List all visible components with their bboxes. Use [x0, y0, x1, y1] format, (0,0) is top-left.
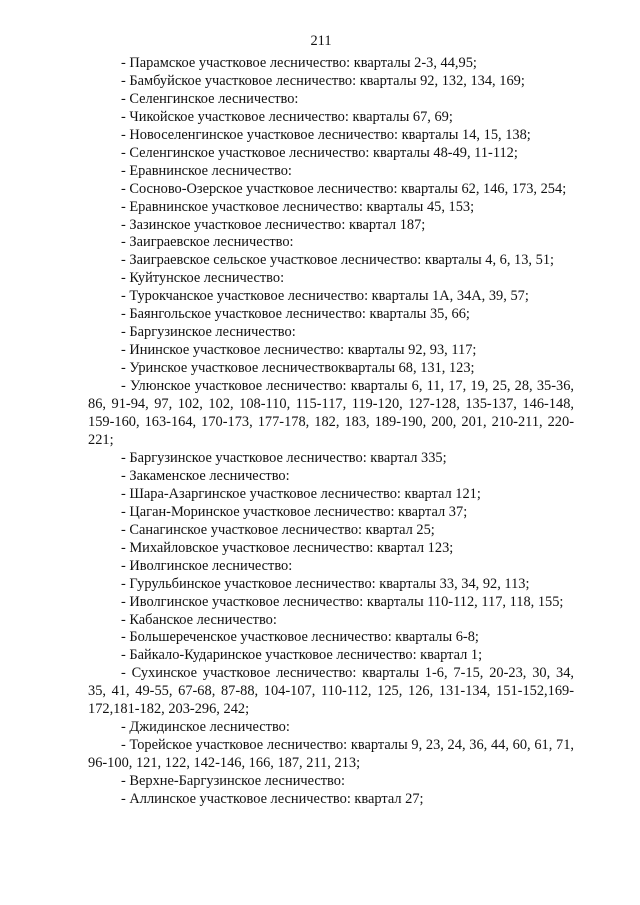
forestry-entry: - Чикойское участковое лесничество: кварталы 67, 69;	[121, 108, 453, 125]
forestry-entry: - Баянгольское участковое лесничество: кварталы 35, 66;	[121, 306, 470, 323]
forestry-entry: - Шара-Азаргинское участковое лесничество: квартал 121;	[121, 485, 481, 502]
forestry-entry: - Верхне-Баргузинское лесничество:	[121, 773, 345, 790]
forestry-entry: - Большереченское участковое лесничество: кварталы 6-8;	[121, 629, 479, 646]
forestry-entry: - Куйтунское лесничество:	[121, 270, 285, 287]
forestry-entry: - Баргузинское лесничество:	[121, 324, 296, 341]
forestry-entry: - Еравнинское лесничество:	[121, 162, 292, 179]
forestry-entry: - Закаменское лесничество:	[121, 467, 290, 484]
forestry-entry: - Улюнское участковое лесничество: кварталы 6, 11, 17, 19, 25, 28, 35-36, 86, 91-94, 97, 102, 102, 108-110, 115-117, 119-120, 127-128, 135-137, 146-148, 159-160, 163-164, 170-173, 177-178, 182, 183, 189-190, 200, 201, 210-211, 220-221;	[88, 378, 574, 448]
forestry-entry: - Цаган-Моринское участковое лесничество: квартал 37;	[121, 503, 468, 520]
forestry-entry: - Баргузинское участковое лесничество: квартал 335;	[121, 449, 447, 466]
forestry-entry: - Селенгинское участковое лесничество: кварталы 48-49, 11-112;	[121, 144, 518, 161]
forestry-entry: - Санагинское участковое лесничество: квартал 25;	[121, 521, 435, 538]
forestry-entry: - Парамское участковое лесничество: кварталы 2-3, 44,95;	[121, 54, 477, 71]
forestry-entry: - Иволгинское лесничество:	[121, 557, 293, 574]
forestry-entry: - Зазинское участковое лесничество: квартал 187;	[121, 216, 426, 233]
forestry-entry: - Новоселенгинское участковое лесничество: кварталы 14, 15, 138;	[121, 126, 531, 143]
forestry-entry: - Байкало-Кударинское участковое лесничество: квартал 1;	[121, 647, 483, 664]
forestry-entry: - Уринское участковое лесничествокварталы 68, 131, 123;	[121, 360, 475, 377]
forestry-entry: - Бамбуйское участковое лесничество: кварталы 92, 132, 134, 169;	[121, 72, 525, 89]
forestry-entry: - Сосново-Озерское участковое лесничество: кварталы 62, 146, 173, 254;	[121, 180, 567, 197]
forestry-entry: - Заиграевское лесничество:	[121, 234, 294, 251]
forestry-entry: - Еравнинское участковое лесничество: кварталы 45, 153;	[121, 198, 475, 215]
forestry-entry: - Михайловское участковое лесничество: квартал 123;	[121, 539, 454, 556]
forestry-entry: - Заиграевское сельское участковое лесничество: кварталы 4, 6, 13, 51;	[121, 252, 555, 269]
forestry-entry: - Ининское участковое лесничество: кварталы 92, 93, 117;	[121, 342, 477, 359]
forestry-entry: - Гурульбинское участковое лесничество: кварталы 33, 34, 92, 113;	[121, 575, 530, 592]
page-number: 211	[310, 33, 332, 49]
forestry-entry: - Селенгинское лесничество:	[121, 90, 299, 107]
forestry-entry: - Сухинское участковое лесничество: кварталы 1-6, 7-15, 20-23, 30, 34, 35, 41, 49-55, 67-68, 87-88, 104-107, 110-112, 125, 126, 131-134, 151-152,169-172,181-182, 203-296, 242;	[88, 665, 574, 718]
entry-list	[88, 55, 574, 809]
forestry-entry: - Торейское участковое лесничество: кварталы 9, 23, 24, 36, 44, 60, 61, 71, 96-100, 121, 122, 142-146, 166, 187, 211, 213;	[88, 737, 574, 772]
forestry-entry: - Иволгинское участковое лесничество: кварталы 110-112, 117, 118, 155;	[121, 593, 564, 610]
forestry-entry: - Джидинское лесничество:	[121, 719, 290, 736]
forestry-entry: - Турокчанское участковое лесничество: кварталы 1А, 34А, 39, 57;	[121, 288, 529, 305]
forestry-entry: - Аллинское участковое лесничество: квартал 27;	[121, 791, 424, 808]
forestry-entry: - Кабанское лесничество:	[121, 611, 277, 628]
